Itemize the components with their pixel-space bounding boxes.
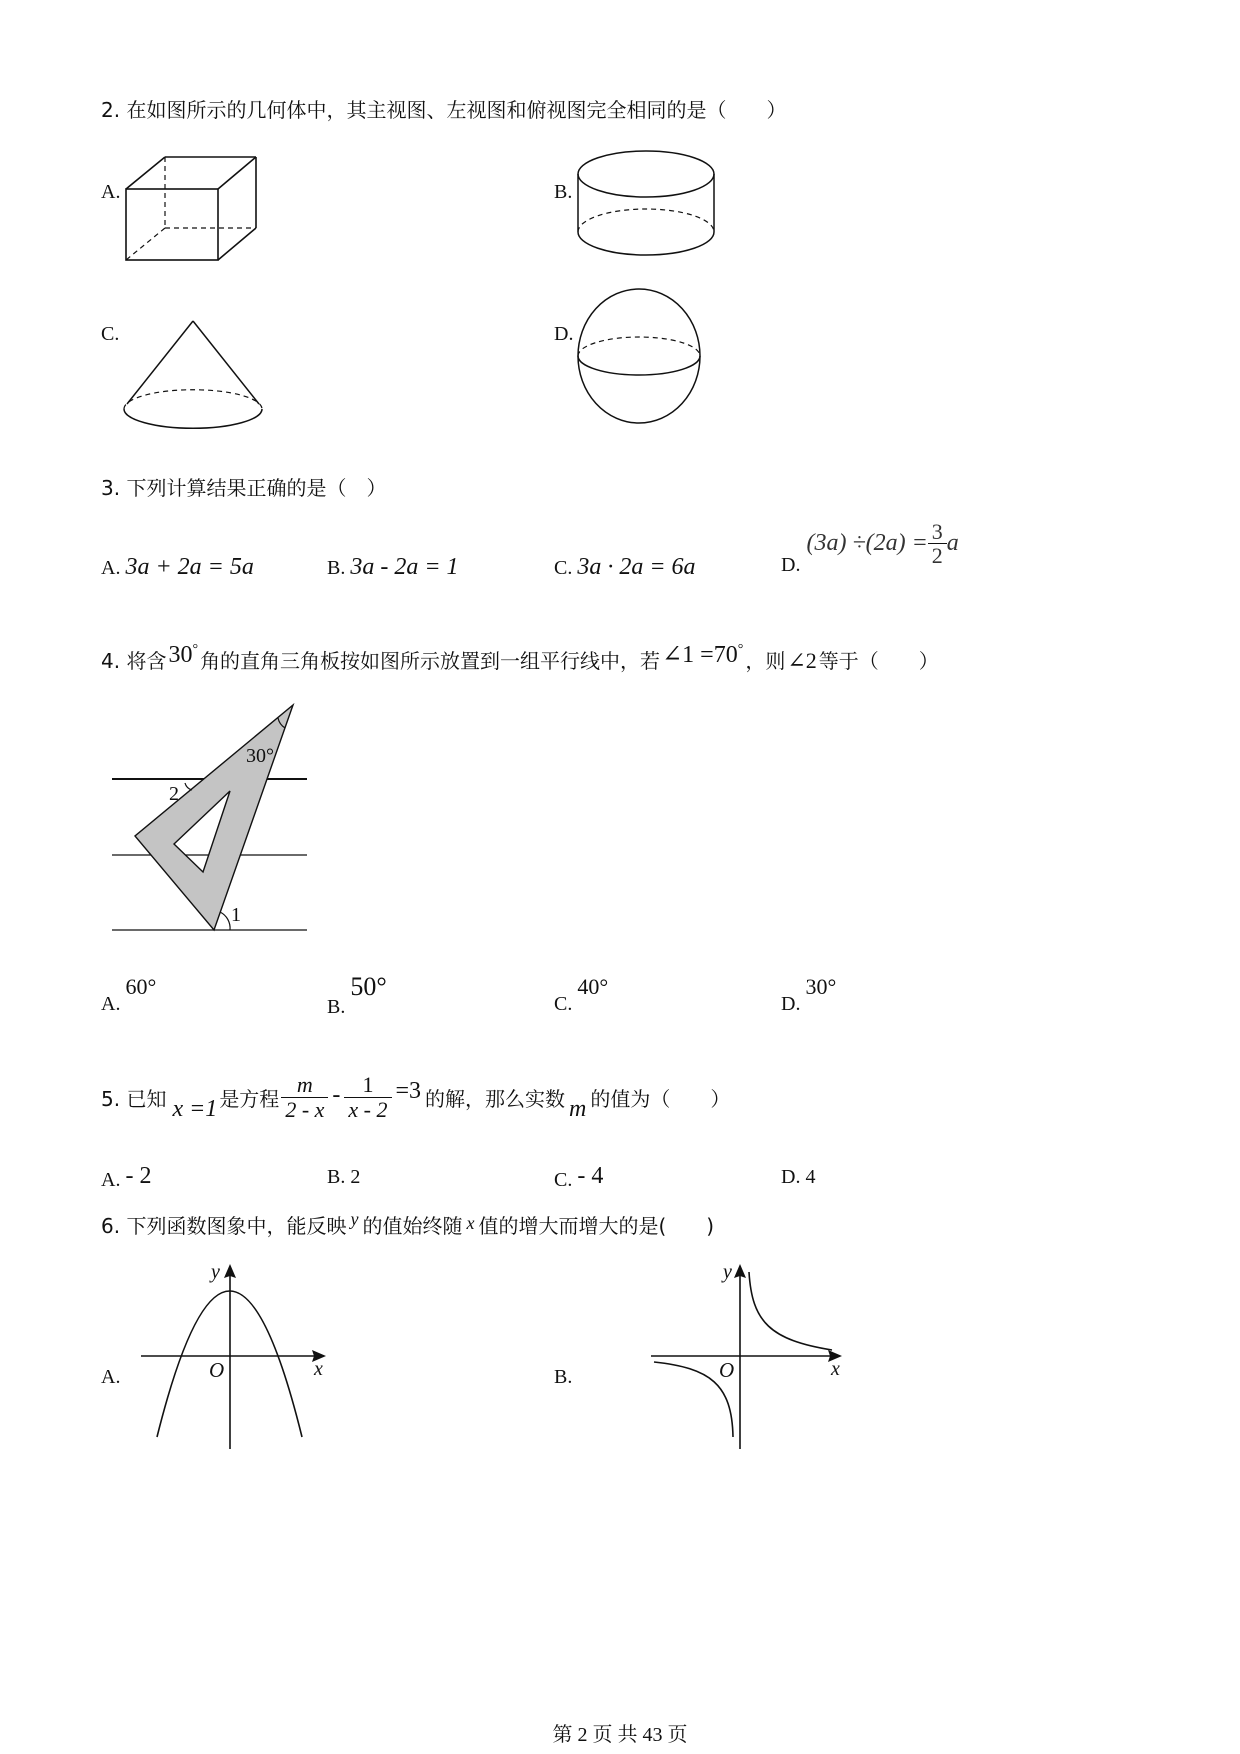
q5-rhs: =3: [395, 1077, 422, 1104]
q5-stem-part1: 5. 已知: [101, 1086, 167, 1111]
q3-option-b-label: B.: [327, 557, 346, 579]
fraction-numerator: 1: [362, 1072, 374, 1098]
q5-option-a-value: - 2: [125, 1163, 152, 1189]
angle-1-label: 1: [231, 904, 241, 926]
q5-option-a-label: A.: [101, 1169, 121, 1191]
q4-option-b-value: 50°: [350, 972, 387, 1001]
q5-stem-part4: 的值为（ ）: [590, 1086, 731, 1111]
fraction-denominator: 2 - x: [285, 1096, 325, 1122]
q3-option-b-expr: 3a - 2a = 1: [350, 554, 459, 580]
q2-option-d-label: D.: [554, 323, 574, 345]
q6-stem-part1: 6. 下列函数图象中，能反映: [101, 1214, 347, 1238]
q5-condition: x =1: [172, 1095, 218, 1122]
q4-option-d-value: 30°: [805, 974, 837, 999]
y-axis-arrow-icon: [734, 1264, 746, 1278]
q5-variable-m: m: [569, 1095, 587, 1122]
q3-option-a-expr: 3a + 2a = 5a: [125, 554, 254, 580]
q3-option-d-label: D.: [781, 554, 801, 577]
q6-option-a-label: A.: [101, 1366, 121, 1388]
q5-option-b-label: B.: [327, 1166, 346, 1188]
q3-option-d-expr-right: a: [946, 530, 959, 557]
q5-option-b-value: 2: [350, 1166, 361, 1188]
q3-option-c-label: C.: [554, 557, 573, 579]
q2-option-b-label: B.: [554, 181, 573, 203]
q5-option-d-label: D.: [781, 1166, 801, 1188]
q2-stem: 2. 在如图所示的几何体中，其主视图、左视图和俯视图完全相同的是（ ）: [101, 98, 787, 122]
q4-angle-value: 30: [168, 642, 193, 668]
fraction-denominator: x - 2: [348, 1096, 388, 1122]
degree-symbol: °: [192, 642, 199, 657]
angle-30-label: 30°: [246, 745, 274, 767]
q6-variable-y: y: [350, 1209, 359, 1229]
q3-option-a-label: A.: [101, 557, 121, 579]
q5-option-c-label: C.: [554, 1169, 573, 1191]
q5-stem-part3: 的解，那么实数: [425, 1086, 566, 1111]
q4-option-c-value: 40°: [577, 974, 609, 999]
q5-stem-part2: 是方程: [219, 1086, 280, 1111]
q4-stem-part2: 角的直角三角板按如图所示放置到一组平行线中，若: [200, 649, 661, 673]
y-axis-label: y: [211, 1261, 220, 1283]
q4-stem-part1: 4. 将含: [101, 649, 167, 673]
q6-stem-part2: 的值始终随: [362, 1214, 463, 1238]
q4-option-d-label: D.: [781, 993, 801, 1015]
fraction-numerator: 3: [931, 519, 943, 544]
y-axis-label: y: [723, 1261, 732, 1283]
q4-option-a-value: 60°: [125, 974, 157, 999]
origin-label: O: [209, 1358, 225, 1382]
q4-option-b-label: B.: [327, 996, 346, 1018]
q5-option-c-value: - 4: [577, 1163, 604, 1189]
fraction-numerator: m: [296, 1072, 313, 1098]
q6-variable-x: x: [466, 1213, 475, 1233]
q3-stem: 3. 下列计算结果正确的是（ ）: [101, 476, 387, 500]
q4-option-a-label: A.: [101, 993, 121, 1015]
q4-angle2: ∠2: [787, 648, 817, 673]
q4-stem-part3: ，则: [745, 649, 786, 673]
minus-sign: -: [332, 1081, 341, 1108]
q6-option-b-label: B.: [554, 1366, 573, 1388]
q3-option-d-expr-left: (3a) ÷(2a) =: [806, 530, 928, 557]
q2-option-a-label: A.: [101, 181, 121, 203]
q3-option-c-expr: 3a · 2a = 6a: [577, 554, 696, 580]
q5-option-d-value: 4: [805, 1166, 816, 1188]
origin-label: O: [719, 1358, 735, 1382]
q4-angle1-value: ∠1 =70: [662, 642, 738, 668]
page-footer: 第 2 页 共 43 页: [552, 1724, 688, 1746]
q4-stem-part4: 等于（ ）: [818, 649, 939, 673]
x-axis-label: x: [314, 1358, 323, 1380]
q6-stem-part3: 值的增大而增大的是( ): [478, 1214, 715, 1238]
q4-option-c-label: C.: [554, 993, 573, 1015]
fraction-denominator: 2: [931, 543, 943, 569]
x-axis-label: x: [831, 1358, 840, 1380]
angle-2-label: 2: [169, 783, 179, 805]
degree-symbol: °: [737, 642, 744, 657]
q2-option-c-label: C.: [101, 323, 120, 345]
